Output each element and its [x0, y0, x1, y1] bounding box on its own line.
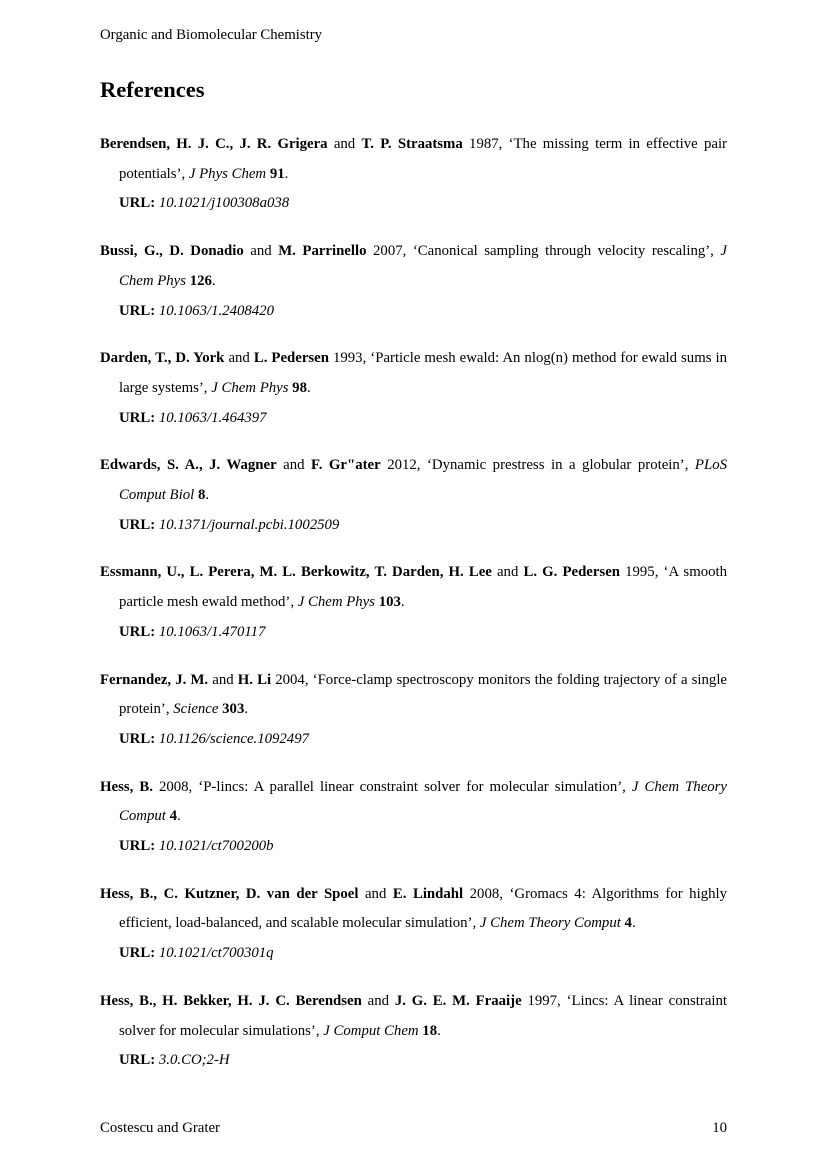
url-label: URL: — [119, 195, 159, 212]
citation-segment: 4 — [624, 915, 632, 932]
doi-text: 3.0.CO;2-H — [158, 1052, 230, 1069]
citation-segment: . — [244, 701, 249, 718]
citation-segment: 4 — [169, 808, 177, 825]
citation-segment: 1993, ‘Particle mesh ewald: An nlog(n) method for ewald sums in large systems’, — [119, 350, 727, 396]
reference-citation — [100, 880, 727, 939]
citation-segment: and — [327, 136, 362, 152]
page-content — [100, 0, 727, 1076]
doi-text: 10.1021/ct700301q — [158, 945, 274, 962]
citation-segment: and — [208, 671, 238, 688]
reference-entry — [100, 130, 727, 219]
running-header: Organic and Biomolecular Chemistry — [100, 27, 323, 43]
reference-entry — [100, 451, 727, 540]
citation-segment: and — [243, 243, 279, 260]
citation-segment: J Chem Phys — [119, 243, 727, 289]
citation-segment: M. Parrinello — [278, 243, 367, 260]
reference-url-line — [100, 725, 727, 755]
citation-segment: J Chem Phys — [211, 379, 289, 396]
citation-segment: Bussi, G., D. Donadio — [100, 243, 244, 260]
page-number: 10 — [712, 1120, 727, 1136]
reference-url-line — [100, 404, 727, 434]
citation-segment: J Chem Phys — [297, 594, 375, 611]
citation-segment: Berendsen, H. J. C., J. R. Grigera — [100, 136, 328, 152]
reference-citation — [100, 558, 727, 617]
page-footer — [100, 1120, 727, 1137]
citation-segment: . — [437, 1022, 441, 1039]
reference-list — [100, 130, 727, 1076]
citation-segment: . — [176, 808, 181, 825]
reference-url-line — [100, 1046, 727, 1076]
citation-segment: Hess, B., H. Bekker, H. J. C. Berendsen — [100, 992, 362, 1009]
reference-entry — [100, 344, 727, 433]
citation-segment: PLoS Comput Biol — [119, 457, 727, 504]
url-label: URL: — [119, 1052, 159, 1069]
reference-entry — [100, 880, 727, 969]
citation-segment: Edwards, S. A., J. Wagner — [100, 457, 277, 474]
reference-citation — [100, 666, 727, 725]
url-label: URL: — [119, 302, 159, 319]
doi-text: 10.1063/1.464397 — [158, 409, 267, 426]
reference-entry — [100, 987, 727, 1076]
doi-text: 10.1126/science.1092497 — [158, 730, 310, 747]
reference-citation — [100, 451, 727, 510]
citation-segment: . — [631, 915, 636, 932]
url-label: URL: — [119, 516, 159, 533]
citation-segment: E. Lindahl — [392, 885, 464, 902]
citation-segment: Darden, T., D. York — [100, 350, 225, 367]
reference-citation — [100, 773, 727, 832]
citation-segment: 126 — [189, 272, 212, 289]
reference-url-line — [100, 832, 727, 862]
reference-citation — [100, 130, 727, 189]
url-label: URL: — [119, 730, 159, 747]
citation-segment: J Comput Chem — [323, 1022, 419, 1039]
citation-segment: J Phys Chem — [188, 165, 267, 182]
citation-segment: 98 — [292, 379, 307, 396]
citation-segment: Hess, B., C. Kutzner, D. van der Spoel — [100, 885, 359, 902]
citation-segment: J Chem Theory Comput — [119, 778, 727, 825]
citation-segment: Hess, B. — [100, 778, 153, 795]
reference-url-line — [100, 939, 727, 969]
citation-segment: 2008, ‘P-lincs: A parallel linear constraint solver for molecular simulation’, — [152, 778, 632, 795]
url-label: URL: — [119, 838, 159, 855]
citation-segment: J Chem Theory Comput — [479, 915, 621, 932]
citation-segment: and — [358, 885, 393, 902]
citation-segment: and — [224, 350, 254, 367]
citation-segment: 2004, ‘Force-clamp spectroscopy monitors the folding trajectory of a single protein’, — [119, 671, 728, 718]
reference-citation — [100, 237, 727, 296]
reference-url-line — [100, 189, 727, 219]
reference-entry — [100, 237, 727, 326]
citation-segment: H. Li — [237, 671, 272, 688]
reference-entry — [100, 773, 727, 862]
citation-segment: . — [306, 379, 311, 396]
citation-segment: T. P. Straatsma — [361, 136, 463, 152]
doi-text: 10.1021/ct700200b — [158, 838, 274, 855]
footer-authors: Costescu and Grater — [100, 1120, 220, 1136]
reference-url-line — [100, 297, 727, 327]
reference-entry — [100, 558, 727, 647]
doi-text: 10.1063/1.2408420 — [158, 302, 274, 319]
citation-segment: L. Pedersen — [253, 350, 329, 367]
citation-segment: L. G. Pedersen — [523, 564, 620, 581]
citation-segment: and — [276, 457, 312, 474]
citation-segment: 1997, ‘Lincs: A linear constraint solver for molecular simulations’, — [119, 992, 728, 1039]
reference-citation — [100, 344, 727, 403]
citation-segment: and — [491, 564, 524, 581]
doi-text: 10.1063/1.470117 — [158, 623, 266, 640]
url-label: URL: — [119, 623, 159, 640]
citation-segment: 91 — [269, 165, 285, 182]
url-label: URL: — [119, 409, 159, 426]
url-label: URL: — [119, 945, 159, 962]
citation-segment: 1987, ‘The missing term in effective pair potentials’, — [119, 136, 727, 182]
citation-segment: 2012, ‘Dynamic prestress in a globular protein’, — [380, 457, 695, 474]
reference-url-line — [100, 618, 727, 648]
citation-segment: 1995, ‘A smooth particle mesh ewald method’, — [119, 564, 728, 611]
citation-segment: Essmann, U., L. Perera, M. L. Berkowitz, T. Darden, H. Lee — [100, 564, 492, 581]
citation-segment: 103 — [378, 594, 401, 611]
citation-segment: Science — [173, 701, 219, 718]
reference-entry — [100, 666, 727, 755]
citation-segment: . — [284, 165, 289, 182]
reference-citation — [100, 987, 727, 1046]
citation-segment: 18 — [422, 1022, 438, 1039]
citation-segment: Fernandez, J. M. — [100, 671, 209, 688]
citation-segment: 8 — [197, 487, 206, 504]
citation-segment: . — [205, 487, 210, 504]
doi-text: 10.1021/j100308a038 — [158, 195, 290, 212]
citation-segment: 303 — [222, 701, 245, 718]
citation-segment: . — [400, 594, 405, 611]
citation-segment: 2008, ‘Gromacs 4: Algorithms for highly efficient, load-balanced, and scalable molecular simulation’, — [119, 885, 727, 932]
citation-segment: F. Gr"ater — [311, 457, 381, 474]
doi-text: 10.1371/journal.pcbi.1002509 — [158, 516, 340, 533]
citation-segment: . — [211, 272, 216, 289]
citation-segment: and — [361, 992, 395, 1009]
citation-segment: J. G. E. M. Fraaije — [394, 992, 522, 1009]
reference-url-line — [100, 511, 727, 541]
citation-segment: 2007, ‘Canonical sampling through velocity rescaling’, — [366, 243, 721, 260]
section-title: References — [100, 77, 205, 102]
